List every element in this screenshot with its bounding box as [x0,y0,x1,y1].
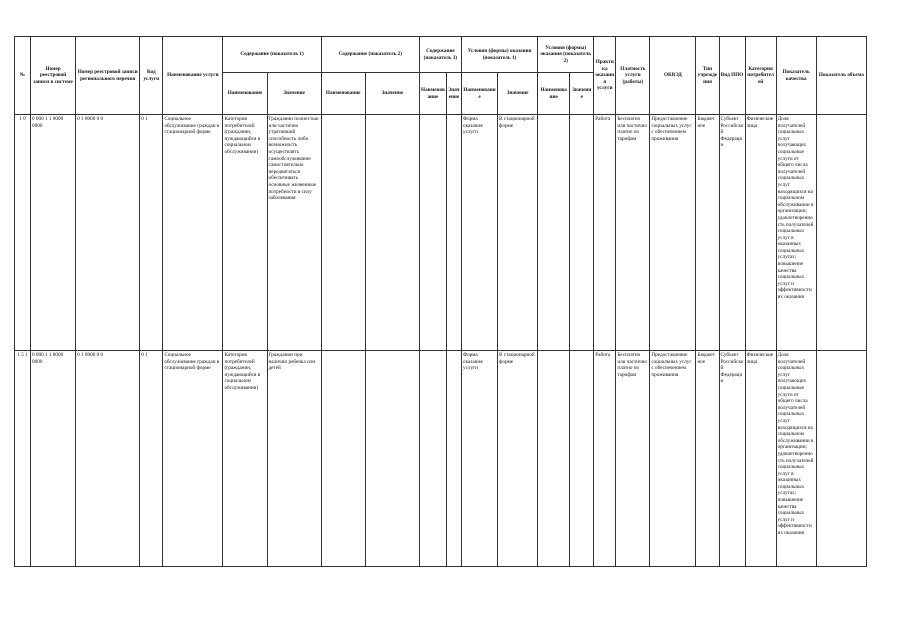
row-f1-value: В стационарной форме [498,115,538,351]
header-c2-name: Наименование [321,73,365,115]
header-type: Тип учреждения [696,37,719,115]
header-f1-name: Наименование [461,73,497,115]
header-registry-number-regional: Номер реестровой записи регионального перечня [76,37,140,115]
registry-table [14,36,867,567]
row-okved: Предоставление социальных услуг с обеспечением проживания [650,115,696,351]
row-f1-value: В стационарной форме [498,351,538,567]
row-c1-value: Гражданин при наличии ребенка или детей [267,351,321,567]
table-row [15,115,867,351]
row-f2-value [570,115,594,351]
table-row [15,351,867,567]
header-content-2: Содержание (показатель 2) [321,37,419,73]
row-c2-name [321,351,365,567]
row-paid: Бесплатно или частично платно по тарифам [616,115,650,351]
header-service-code: Код услуги [140,37,163,115]
row-service-name: Социальное обслуживание граждан в стационарной форме [163,115,223,351]
row-volume [816,115,866,351]
row-f1-name: Форма оказания услуги [461,115,497,351]
header-practice: Практика оказания услуги [594,37,616,115]
row-service-code: 0 1 [140,351,163,567]
header-c2-value: Значение [365,73,419,115]
row-c3-value [446,351,461,567]
row-type: Бюджетное [696,351,719,567]
header-c3-name: Наименование [419,73,446,115]
header-c1-name: Наименование [223,73,267,115]
row-service-name: Социальное обслуживание граждан в стационарной форме [163,351,223,567]
row-c1-value: Гражданин полностью или частично утративший способность либо возможность осуществлять самообслуживание самостоятельно передвигаться обеспечивать основные жизненные потребности в силу заболевания [267,115,321,351]
header-registry-number: Номер реестровой записи в системе [31,37,76,115]
row-c1-name: Категория потребителей (гражданин, нуждающийся в социальном обслуживании) [223,115,267,351]
row-quality: Доля получателей социальных услуг получающих социальные услуги от общего числа получателей социальных услуг находящихся на социальном обслуживании в организации; удовлетворенность получателей социальных услуг в оказанных социальных услугах; повышение качества социальных услуг и эффективности их оказания [776,351,816,567]
header-c3-value: Значение [446,73,461,115]
row-c3-name [419,351,446,567]
header-num: № [15,37,31,115]
row-ppo: Субъект Российской Федерации [719,115,745,351]
row-c2-value [365,115,419,351]
header-conditions-1: Условия (формы) оказания (показатель 1) [461,37,537,73]
row-c3-value [446,115,461,351]
header-f2-name: Наименование [538,73,570,115]
row-category: Физические лица [745,115,776,351]
header-paid: Платность услуги (работы) [616,37,650,115]
header-volume: Показатель объема [816,37,866,115]
row-category: Физические лица [745,351,776,567]
row-c1-name: Категория потребителей (гражданин, нуждающийся в социальном обслуживании) [223,351,267,567]
row-quality: Доля получателей социальных услуг получающих социальные услуги от общего числа получателей социальных услуг находящихся на социальном обслуживании в организации; удовлетворенность получателей социальных услуг в оказанных социальных услугах; повышение качества социальных услуг и эффективности их оказания [776,115,816,351]
row-volume [816,351,866,567]
header-content-1: Содержание (показатель 1) [223,37,321,73]
row-c2-value [365,351,419,567]
row-registry-number: 0 000 1 1 0000 0000 [31,351,76,567]
row-okved: Предоставление социальных услуг с обеспечением проживания [650,351,696,567]
header-okved: ОКВЭД [650,37,696,115]
header-c1-value: Значение [267,73,321,115]
row-c3-name [419,115,446,351]
row-num: 1 5 1 [15,351,31,567]
row-type: Бюджетное [696,115,719,351]
header-category: Категория потребителей [745,37,776,115]
row-ppo: Субъект Российской Федерации [719,351,745,567]
header-conditions-2: Условия (формы) оказания (показатель 2) [538,37,594,73]
header-quality: Показатель качества [776,37,816,115]
row-f2-name [538,351,570,567]
row-f2-name [538,115,570,351]
header-service-name: Наименование услуги [163,37,223,115]
row-f2-value [570,351,594,567]
header-ppo: Вид ППО [719,37,745,115]
row-registry-number-regional: 0 1 0000 0 0 [76,351,140,567]
row-num: 1 0 [15,115,31,351]
row-registry-number: 0 000 1 1 0000 0000 [31,115,76,351]
row-practice: Работа [594,115,616,351]
row-service-code: 0 1 [140,115,163,351]
row-practice: Работа [594,351,616,567]
header-f2-value: Значение [570,73,594,115]
row-paid: Бесплатно или частично платно по тарифам [616,351,650,567]
row-f1-name: Форма оказания услуги [461,351,497,567]
row-c2-name [321,115,365,351]
header-content-3: Содержание (показатель 3) [419,37,461,73]
row-registry-number-regional: 0 1 0000 0 0 [76,115,140,351]
header-f1-value: Значение [498,73,538,115]
